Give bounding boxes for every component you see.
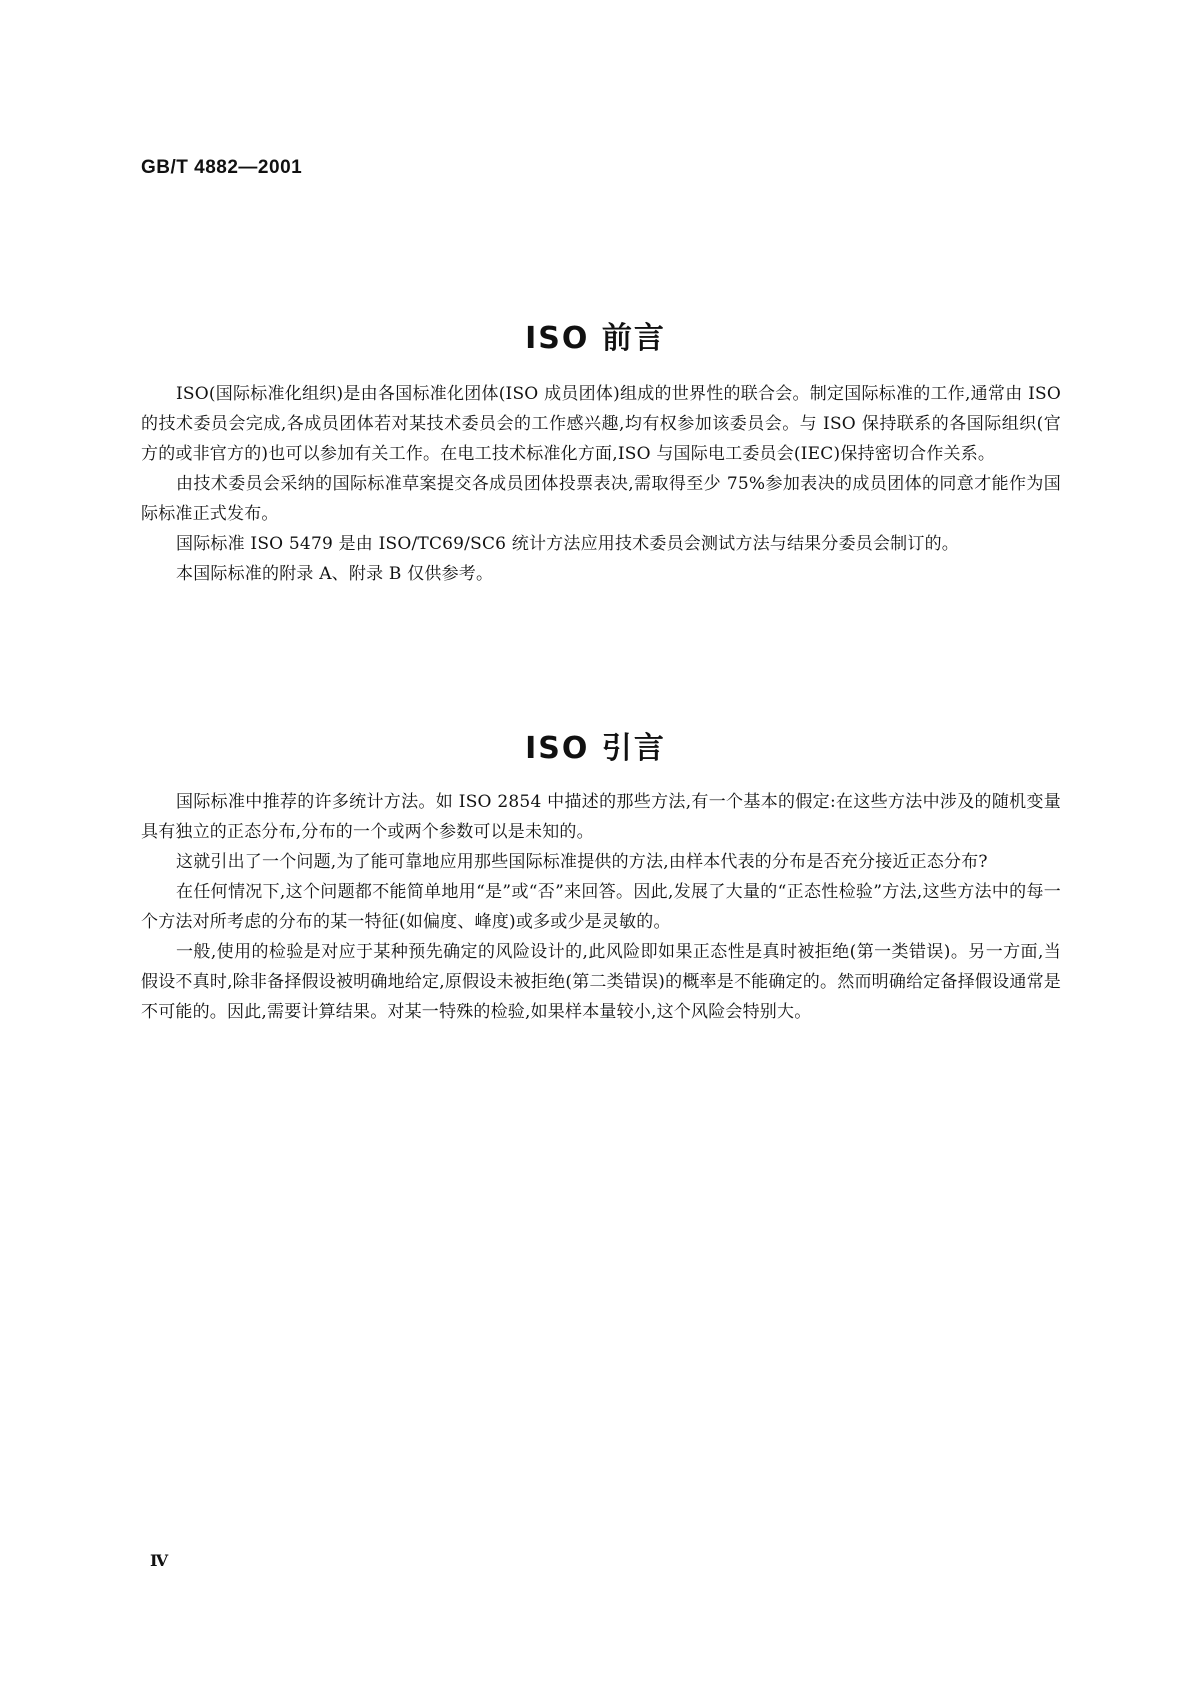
foreword-title: ISO 前言	[525, 321, 666, 357]
introduction-body	[141, 787, 1061, 1027]
page-number: Ⅳ	[150, 1551, 169, 1570]
introduction-paragraph-3: 在任何情况下,这个问题都不能简单地用“是”或“否”来回答。因此,发展了大量的“正态性检验”方法,这些方法中的每一个方法对所考虑的分布的某一特征(如偏度、峰度)或多或少是灵敏的。	[141, 882, 1061, 932]
introduction-paragraph-1: 国际标准中推荐的许多统计方法。如 ISO 2854 中描述的那些方法,有一个基本的假定:在这些方法中涉及的随机变量具有独立的正态分布,分布的一个或两个参数可以是未知的。	[141, 792, 1061, 842]
foreword-paragraph-1: ISO(国际标准化组织)是由各国标准化团体(ISO 成员团体)组成的世界性的联合会。制定国际标准的工作,通常由 ISO 的技术委员会完成,各成员团体若对某技术委员会的工作感兴趣,均有权参加该委员会。与 ISO 保持联系的各国际组织(官方的或非官方的)也可以参加有关工作。在电工技术标准化方面,ISO 与国际电工委员会(IEC)保持密切合作关系。	[141, 384, 1061, 464]
introduction-title: ISO 引言	[525, 731, 666, 767]
foreword-paragraph-2: 由技术委员会采纳的国际标准草案提交各成员团体投票表决,需取得至少 75%参加表决的成员团体的同意才能作为国际标准正式发布。	[141, 474, 1061, 524]
introduction-paragraph-4: 一般,使用的检验是对应于某种预先确定的风险设计的,此风险即如果正态性是真时被拒绝(第一类错误)。另一方面,当假设不真时,除非备择假设被明确地给定,原假设未被拒绝(第二类错误)的概率是不能确定的。然而明确给定备择假设通常是不可能的。因此,需要计算结果。对某一特殊的检验,如果样本量较小,这个风险会特别大。	[141, 942, 1061, 1022]
introduction-paragraph-2: 这就引出了一个问题,为了能可靠地应用那些国际标准提供的方法,由样本代表的分布是否充分接近正态分布?	[176, 852, 988, 872]
foreword-body	[141, 379, 1061, 589]
foreword-paragraph-3: 国际标准 ISO 5479 是由 ISO/TC69/SC6 统计方法应用技术委员会测试方法与结果分委员会制订的。	[176, 534, 959, 554]
document-code: GB/T 4882—2001	[141, 157, 303, 178]
foreword-paragraph-4: 本国际标准的附录 A、附录 B 仅供参考。	[176, 564, 494, 584]
